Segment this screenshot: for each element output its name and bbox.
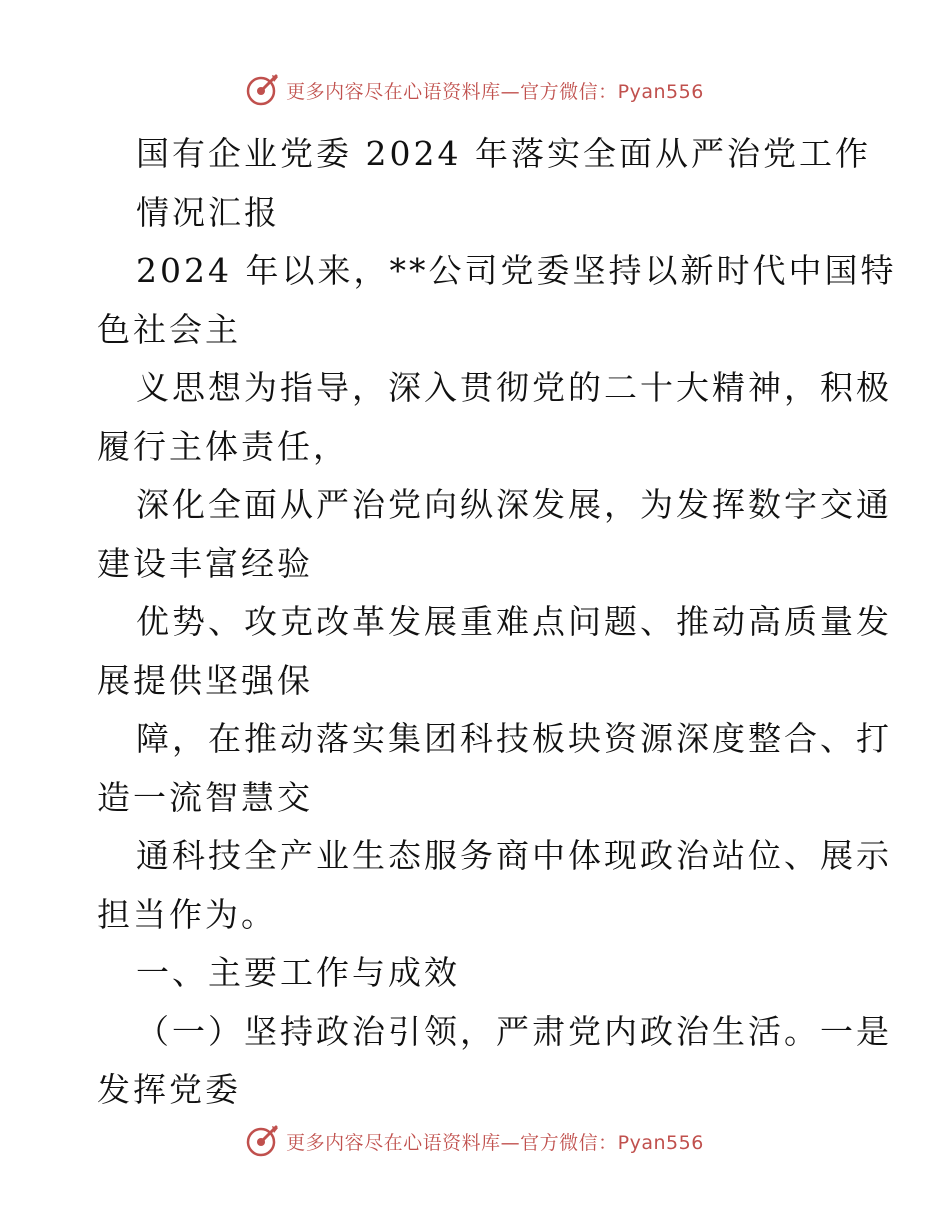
text-line: 建设丰富经验	[97, 543, 313, 583]
text-line: 优势、攻克改革发展重难点问题、推动高质量发	[136, 602, 892, 641]
text-line: 造一流智慧交	[97, 777, 313, 817]
text-line: 情况汇报	[136, 192, 280, 232]
header-watermark	[0, 70, 950, 110]
text-line: 2024 年以来，**公司党委坚持以新时代中国特	[136, 251, 897, 290]
text-line: 发挥党委	[97, 1070, 241, 1109]
text-line: 担当作为。	[97, 894, 277, 934]
text-line: 色社会主	[97, 309, 241, 349]
document-body	[97, 125, 897, 1120]
text-line: 义思想为指导，深入贯彻党的二十大精神，积极	[136, 368, 892, 407]
text-line: 国有企业党委 2024 年落实全面从严治党工作	[136, 134, 871, 173]
text-line: 一、主要工作与成效	[136, 953, 460, 992]
quill-logo-icon	[246, 73, 280, 107]
watermark-text: 更多内容尽在心语资料库—官方微信：Pyan556	[286, 80, 704, 103]
text-line: 展提供坚强保	[97, 660, 313, 700]
text-line: 障，在推动落实集团科技板块资源深度整合、打	[136, 719, 892, 758]
watermark-text: 更多内容尽在心语资料库—官方微信：Pyan556	[286, 1131, 704, 1154]
text-line: 通科技全产业生态服务商中体现政治站位、展示	[136, 836, 892, 875]
quill-logo-icon	[246, 1124, 280, 1158]
footer-watermark	[0, 1121, 950, 1161]
text-line: （一）坚持政治引领，严肃党内政治生活。一是	[136, 1011, 892, 1051]
text-line: 深化全面从严治党向纵深发展，为发挥数字交通	[136, 485, 892, 524]
text-line: 履行主体责任，	[97, 426, 349, 466]
